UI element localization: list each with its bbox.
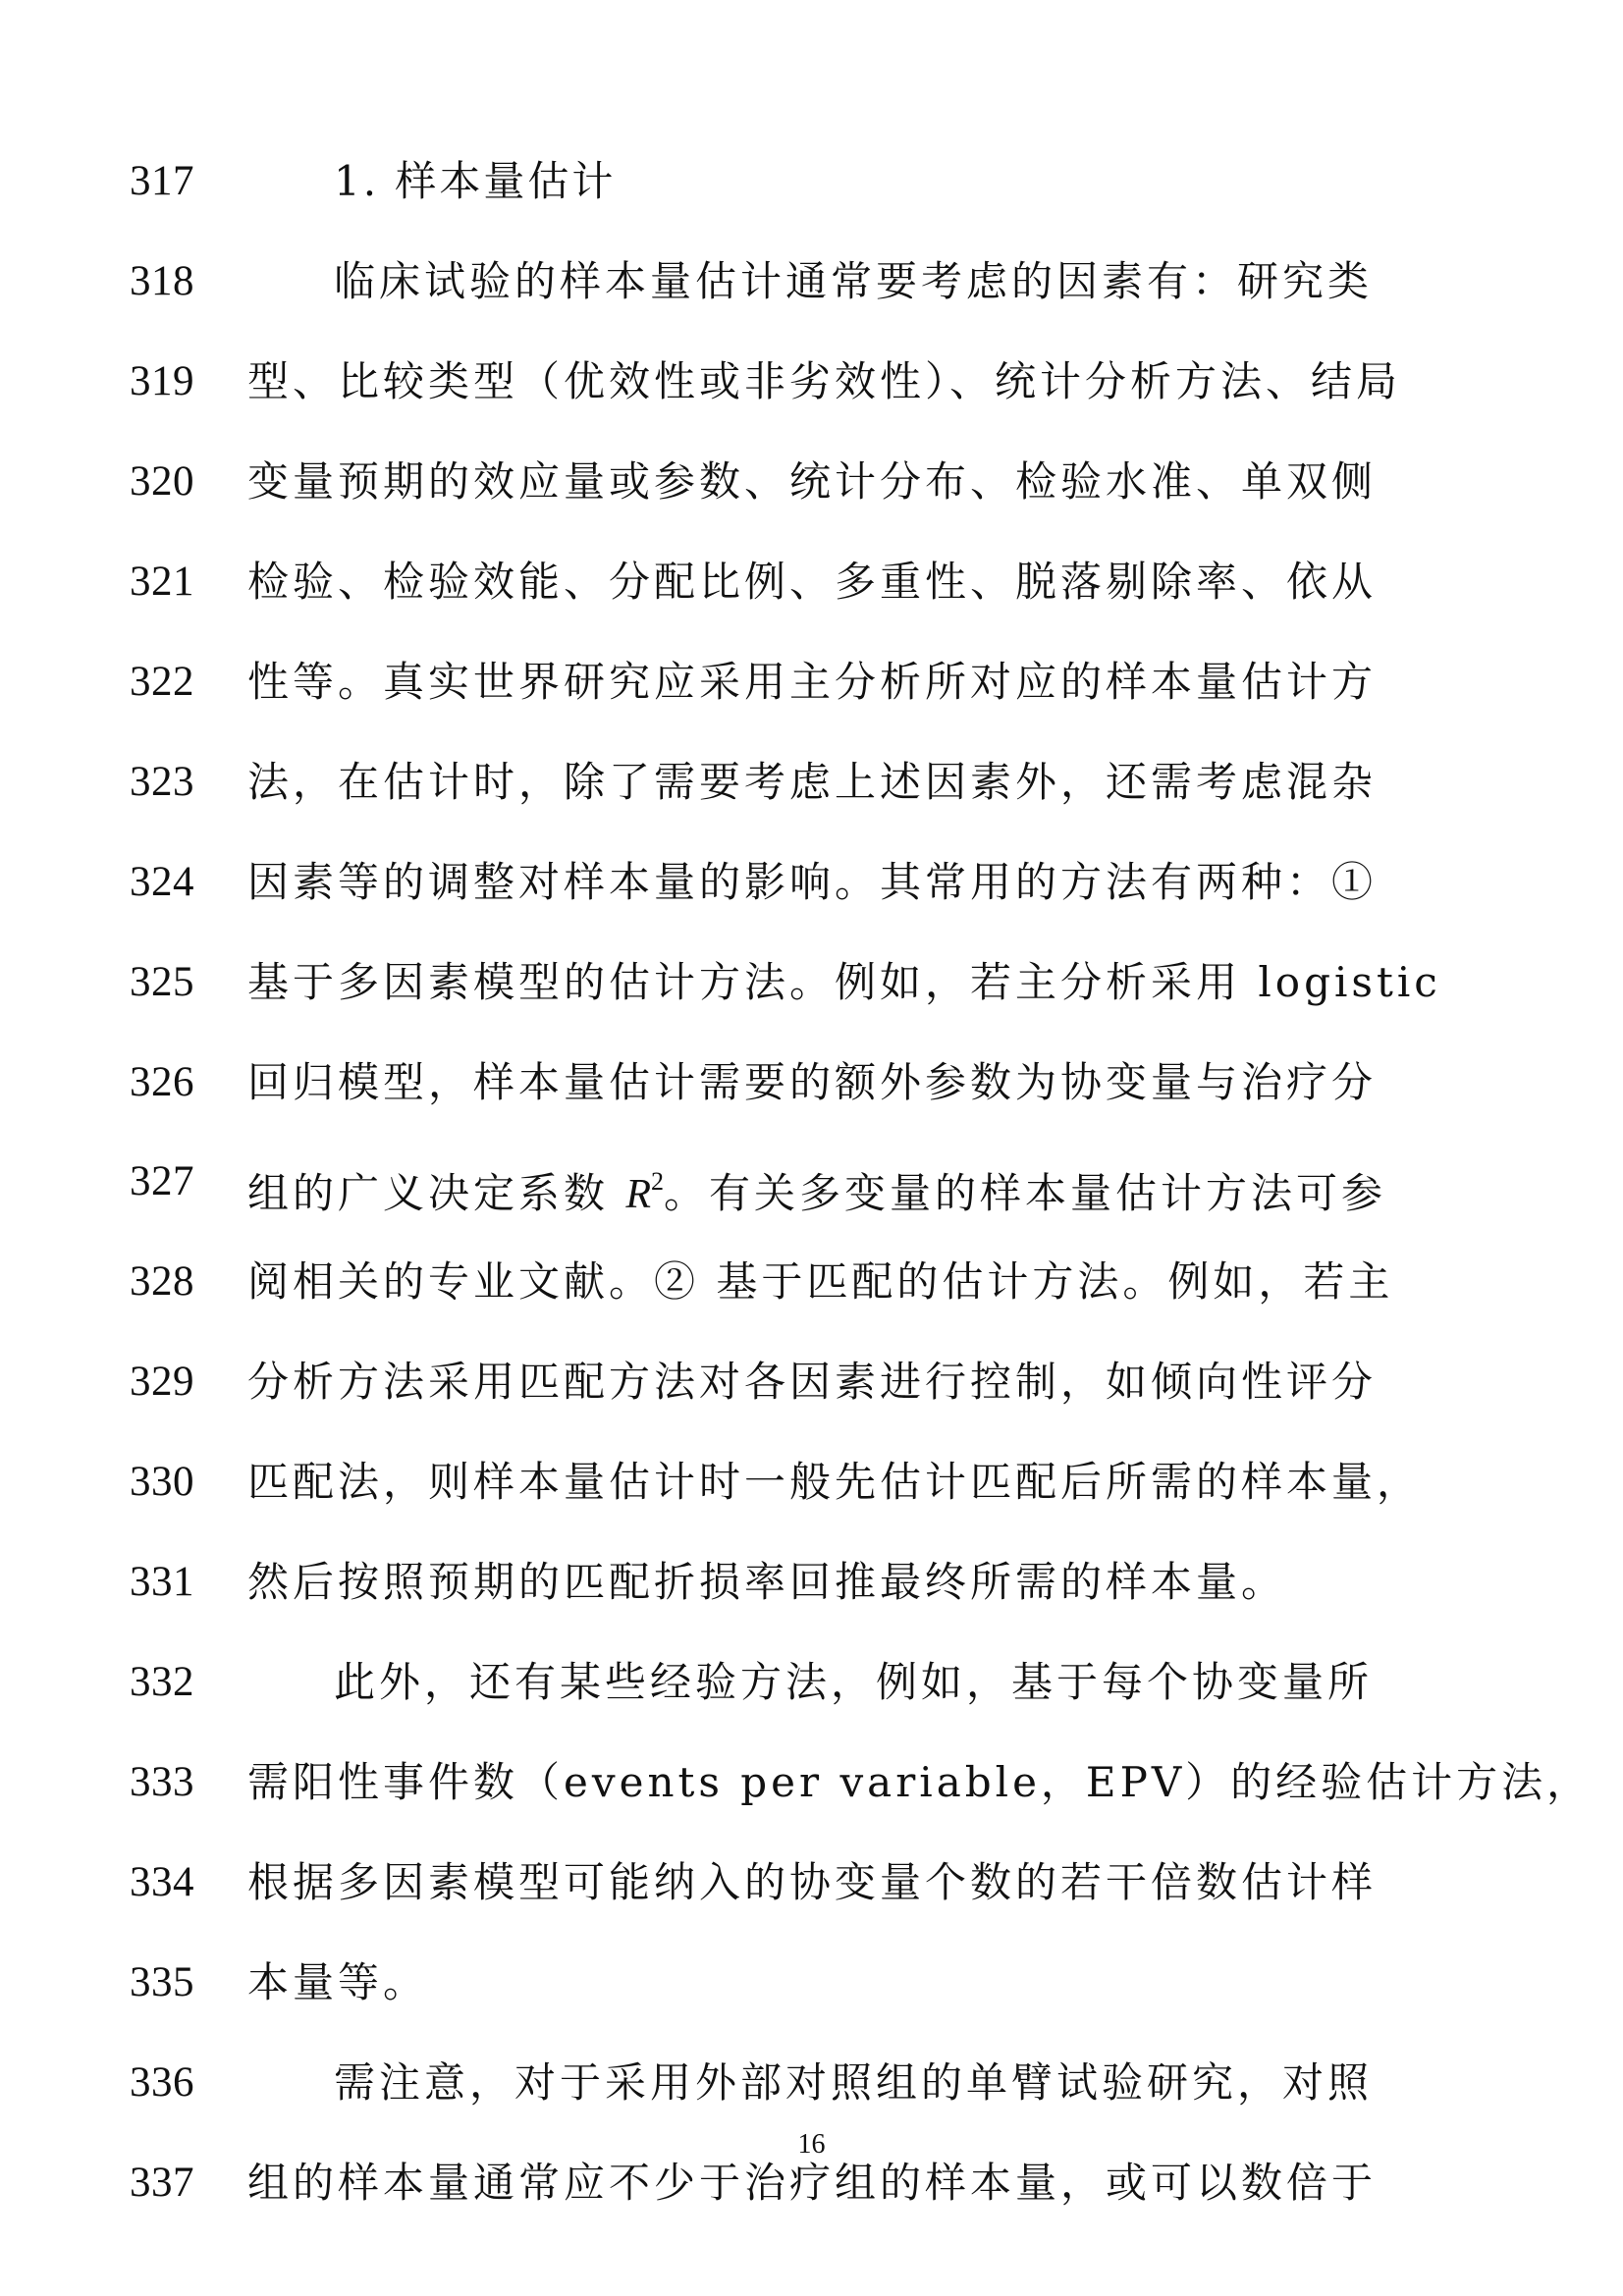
line-number: 324 xyxy=(130,859,194,905)
line-number: 336 xyxy=(130,2059,194,2106)
line-text: 性等。真实世界研究应采用主分析所对应的样本量估计方 xyxy=(247,658,1378,706)
line-text: 检验、检验效能、分配比例、多重性、脱落剔除率、依从 xyxy=(247,558,1378,606)
line-text: 回归模型，样本量估计需要的额外参数为协变量与治疗分 xyxy=(247,1058,1378,1106)
line-number: 328 xyxy=(130,1258,194,1305)
line-text: 本量等。 xyxy=(247,1958,429,2006)
line-text: 法，在估计时，除了需要考虑上述因素外，还需考虑混杂 xyxy=(247,758,1378,806)
line-336 xyxy=(0,2039,1623,2127)
line-text: 变量预期的效应量或参数、统计分布、检验水准、单双侧 xyxy=(247,457,1378,506)
line-number: 337 xyxy=(130,2160,194,2206)
line-number: 333 xyxy=(130,1759,194,1805)
line-text-after: 。有关多变量的样本量估计方法可参 xyxy=(664,1169,1387,1217)
line-text: 需阳性事件数（events per variable，EPV）的经验估计方法， xyxy=(247,1758,1593,1806)
line-328 xyxy=(0,1238,1623,1326)
line-number: 327 xyxy=(130,1158,194,1204)
line-323 xyxy=(0,738,1623,827)
line-number: 322 xyxy=(130,659,194,705)
line-331 xyxy=(0,1538,1623,1627)
line-332 xyxy=(0,1638,1623,1727)
line-number: 323 xyxy=(130,759,194,805)
section-heading: 1. 样本量估计 xyxy=(334,157,617,205)
line-330 xyxy=(0,1438,1623,1526)
line-text: 组的样本量通常应不少于治疗组的样本量，或可以数倍于 xyxy=(247,2159,1378,2207)
line-text-before: 组的广义决定系数 xyxy=(247,1169,626,1217)
line-number: 331 xyxy=(130,1559,194,1605)
line-text: 此外，还有某些经验方法，例如，基于每个协变量所 xyxy=(334,1658,1374,1706)
line-326 xyxy=(0,1039,1623,1127)
line-number: 321 xyxy=(130,559,194,605)
line-text: 根据多因素模型可能纳入的协变量个数的若干倍数估计样 xyxy=(247,1858,1378,1906)
page-number: 16 xyxy=(797,2129,826,2160)
line-number: 320 xyxy=(130,458,194,505)
line-text: 基于多因素模型的估计方法。例如，若主分析采用 logistic xyxy=(247,958,1441,1006)
line-321 xyxy=(0,538,1623,626)
line-text: 匹配法，则样本量估计时一般先估计匹配后所需的样本量， xyxy=(247,1458,1423,1506)
line-text xyxy=(247,1138,1386,1239)
line-318 xyxy=(0,238,1623,326)
line-text: 因素等的调整对样本量的影响。其常用的方法有两种：① xyxy=(247,858,1378,906)
line-text: 阅相关的专业文献。② 基于匹配的估计方法。例如，若主 xyxy=(247,1257,1394,1306)
line-number: 325 xyxy=(130,959,194,1005)
line-327 xyxy=(0,1138,1623,1226)
line-number: 318 xyxy=(130,258,194,304)
line-322 xyxy=(0,638,1623,726)
line-320 xyxy=(0,438,1623,526)
line-335 xyxy=(0,1939,1623,2027)
line-325 xyxy=(0,938,1623,1027)
line-text: 然后按照预期的匹配折损率回推最终所需的样本量。 xyxy=(247,1558,1287,1606)
line-number: 335 xyxy=(130,1959,194,2005)
line-number: 319 xyxy=(130,358,194,404)
line-number: 326 xyxy=(130,1059,194,1105)
line-number: 317 xyxy=(130,158,194,204)
line-number: 330 xyxy=(130,1459,194,1505)
line-329 xyxy=(0,1338,1623,1426)
line-text: 型、比较类型（优效性或非劣效性）、统计分析方法、结局 xyxy=(247,357,1402,405)
line-319 xyxy=(0,338,1623,426)
line-number: 329 xyxy=(130,1359,194,1405)
line-text: 需注意，对于采用外部对照组的单臂试验研究，对照 xyxy=(334,2058,1374,2107)
superscript: 2 xyxy=(651,1167,665,1196)
line-334 xyxy=(0,1839,1623,1927)
line-text: 临床试验的样本量估计通常要考虑的因素有：研究类 xyxy=(334,257,1374,305)
line-324 xyxy=(0,838,1623,927)
line-number: 332 xyxy=(130,1659,194,1705)
line-317 xyxy=(0,137,1623,226)
line-text: 分析方法采用匹配方法对各因素进行控制，如倾向性评分 xyxy=(247,1358,1378,1406)
line-333 xyxy=(0,1738,1623,1827)
r-squared-symbol: R xyxy=(625,1172,652,1217)
line-number: 334 xyxy=(130,1859,194,1905)
